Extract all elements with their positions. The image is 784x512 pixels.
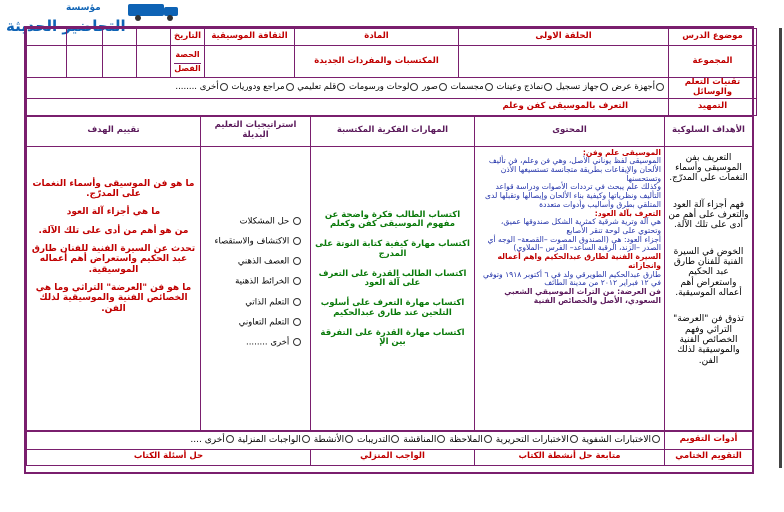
evaluation-option[interactable]: أخرى .... [190,435,234,445]
content-title: السيرة الفنية لطارق عبدالحكيم واهم أعماله وانجازاته [497,252,661,270]
content-title: الموسيقى علم وفن: [582,147,661,157]
lesson-topic-label: موضوع الدرس [669,29,757,46]
strategy-option[interactable]: التعلم الذاتي [204,298,302,308]
strategy-option[interactable]: حل المشكلات [204,217,302,227]
col-skills: المهارات الفكرية المكتسبة [311,116,475,146]
objective-item: التعريف بفن الموسيقى وأسماء النغمات على المدرّج. [669,152,748,184]
skill-item: اكتساب الطالب القدرة على التعرف على آلة العود [318,268,467,289]
final-follow: متابعة حل أنشطة الكتاب [475,449,665,465]
assessment-cell [27,146,201,430]
evaluation-tools-options [27,431,665,449]
techniques-option[interactable]: صور [422,82,448,92]
content-paragraph: الموسيقى لفظ يوناني الأصل، وهي فن وعلم، فن تأليف الألحان والإيقاعات بطريقة متجانسة تستسيغها الأذن وتستحسنها [488,156,661,183]
evaluation-table [26,431,753,466]
skill-item: اكتساب مهارة كيفية كتابة النوتة على المدرج [315,239,470,259]
assessment-item: ما هي أجزاء آلة العود [66,207,161,218]
strategy-option[interactable]: العصف الذهني [204,257,302,267]
skills-cell [311,146,475,430]
evaluation-option[interactable]: الواجبات المنزلية [238,435,311,445]
col-assessment: تقييم الهدف [27,116,201,146]
logo-subtitle: مؤسسة [66,3,101,13]
assessment-item: تحدث عن السيرة الفنية للفنان طارق عبد الحكيم واستعراض أهم أعماله الموسيقية. [31,243,196,275]
acquisitions-value [205,46,295,78]
skill-item: اكتساب مهارة التعرف على أسلوب التلحين عند طارق عبدالحكيم [320,298,465,318]
group-label: المجموعة [669,46,757,78]
truck-icon [124,1,186,21]
techniques-option[interactable]: قلم تعليمي [297,82,346,92]
blank-cell [137,46,171,78]
lesson-plan-frame [24,26,754,474]
group-value [459,46,669,78]
blank-cell [27,29,67,46]
col-strategies: استراتيجيات التعليم البديلة [201,116,311,146]
strategy-option[interactable]: التعلم التعاوني [204,318,302,328]
content-paragraph: وكذلك علم يبحث في ترددات الأصوات ودراسة قواعد التأليف ونظرياتها وكيفية بناء الألحان وإيصالها وتقبلها لدى المتلقي بطرق وأساليب وأدوات متعددة [485,182,661,209]
scrollbar[interactable] [779,28,782,468]
final-label: التقويم الختامي [665,449,753,465]
evaluation-option[interactable]: الأنشطة [314,435,354,445]
techniques-option[interactable]: أخرى ........ [175,82,228,92]
evaluation-option[interactable]: الملاحظة [449,435,493,445]
subject-label: المادة [295,29,459,46]
content-paragraph: طارق عبدالحكيم الطويرقي ولد في ٦ أكتوبر ١٩١٨ وتوفي في ١٢ فبراير ٢٠١٢ من مدينة الطائف [482,269,661,288]
strategy-option[interactable]: الخرائط الذهنية [204,277,302,287]
strategies-cell [201,146,311,430]
blank-cell [103,46,137,78]
content-title: فن العرضة: من التراث الموسيقي الشعبي السعودي، الأصل والخصائص الفنية [504,287,661,305]
circle-value: الحلقة الاولى [459,29,669,46]
techniques-option[interactable]: أجهزة عرض [612,82,665,92]
blank-cell [67,46,103,78]
techniques-option[interactable]: مجسمات [451,82,494,92]
evaluation-tools-label: أدوات التقويم [665,431,753,449]
intro-label: التمهيد [669,98,757,115]
skill-item: اكتساب الطالب فكرة واضحة عن مفهوم الموسيقى كفن وكعلم [324,209,461,230]
content-cell [475,146,665,430]
subject-value: الثقافة الموسيقية [205,29,295,46]
acquisitions-label: المكتسبات والمفردات الجديدة [295,46,459,78]
final-homework: الواجب المنزلي [311,449,475,465]
strategy-option[interactable]: الاكتشاف والاستقصاء [204,237,302,247]
date-label: التاريخ [171,29,205,46]
techniques-option[interactable]: لوحات ورسومات [349,82,419,92]
techniques-options [27,78,669,99]
content-title: التعرف بآلة العود: [594,208,661,218]
content-paragraph: هي آلة وترية شرقية كمثرية الشكل صندوقها عميق، وتحتوي على لوحة تنقر الأصابع [500,217,661,235]
assessment-item: ما هو فن "العرضة" التراثي وما هي الخصائص الفنية والموسيقية لذلك الفن. [35,282,192,314]
period-label: الحصة الفصل [171,46,205,78]
objectives-cell [665,146,753,430]
lesson-plan-table [26,28,757,116]
assessment-item: من هو أهم من أدى على تلك الآلة. [38,225,189,236]
techniques-option[interactable]: نماذج وعينات [496,82,553,92]
logo-title: التحاضير الحديثة [6,17,126,35]
strategy-option[interactable]: أخرى ........ [204,338,302,348]
objective-item: فهم أجزاء آلة العود والتعرف على أهم من أدى على تلك الآلة. [668,199,749,231]
techniques-option[interactable]: مراجع ودوريات [231,82,294,92]
techniques-option[interactable]: جهاز تسجيل [556,82,609,92]
evaluation-option[interactable]: الاختبارات الشفوية [582,435,661,445]
evaluation-option[interactable]: التدريبات [357,435,400,445]
blank-cell [67,29,103,46]
blank-cell [27,46,67,78]
objective-item: تذوق فن "العرضة" التراثي وفهم الخصائص الفنية والموسيقية لذلك الفن. [673,314,744,366]
content-paragraph: أجزاء العود: هي (الصندوق المصوت –القصعة– الوجه أي الصدر –الزند، الرقبة الساعد– الفرس –الملاوي) [487,234,661,253]
final-questions: حل أسئلة الكتاب [27,449,311,465]
blank-cell [137,29,171,46]
skill-item: اكتساب مهارة القدرة على التفرقة بين الإ [320,327,465,348]
evaluation-option[interactable]: المناقشة [403,435,446,445]
blank-cell [103,29,137,46]
evaluation-option[interactable]: الاختبارات التحريرية [496,435,579,445]
intro-value: التعرف بالموسيقى كفن وعلم [27,98,669,115]
col-content: المحتوى [475,116,665,146]
col-objectives: الأهداف السلوكية [665,116,753,146]
techniques-label: تقنيات التعلم والوسائل [669,78,757,99]
assessment-item: ما هو فن الموسيقى وأسماء النغمات على المدرّج. [32,178,195,199]
objective-item: الخوض في السيرة الفنية للفنان طارق عبد الحكيم واستعراض أهم أعماله الموسيقية. [673,246,744,298]
lesson-body-table [26,116,753,431]
